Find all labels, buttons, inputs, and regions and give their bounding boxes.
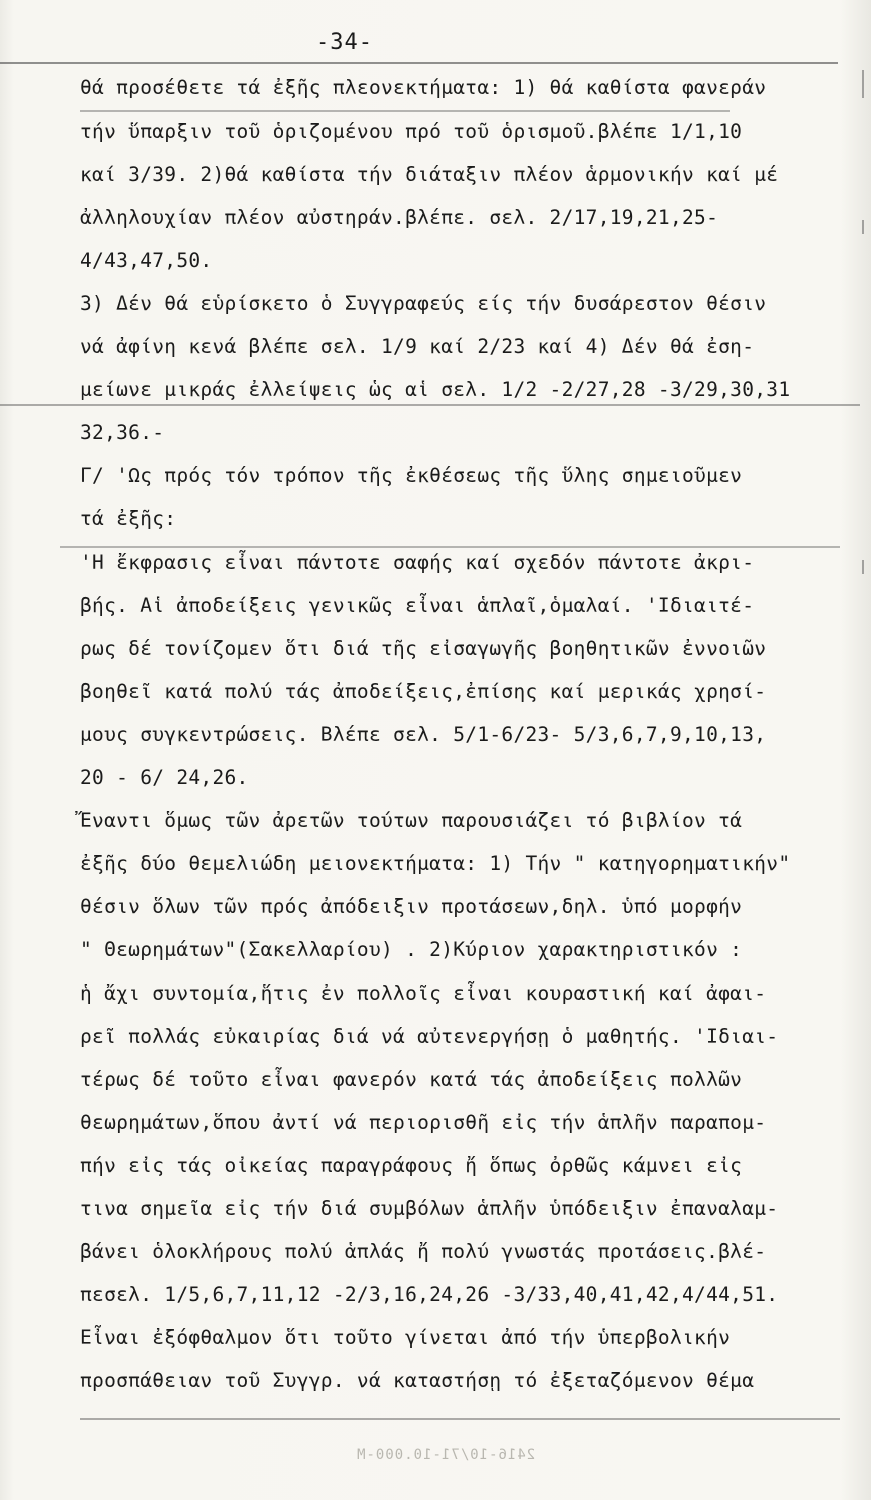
text-line: Γ/ 'Ως πρός τόν τρόπον τῆς ἐκθέσεως τῆς ὕλης σημειοῦμεν	[80, 464, 743, 487]
rule-line	[80, 110, 730, 112]
text-line: νά ἀφίνη κενά βλέπε σελ. 1/9 καί 2/23 καί 4) Δέν θά ἐση-	[80, 335, 755, 358]
text-line: ρως δέ τονίζομεν ὅτι διά τῆς εἰσαγωγῆς βοηθητικῶν ἐννοιῶν	[80, 637, 767, 660]
rule-line	[0, 404, 860, 406]
text-line: θέσιν ὅλων τῶν πρός ἀπόδειξιν προτάσεων,δηλ. ὑπό μορφήν	[80, 895, 743, 918]
text-line: τά ἐξῆς:	[80, 507, 177, 530]
text-line: καί 3/39. 2)θά καθίστα τήν διάταξιν πλέον ἁρμονικήν καί μέ	[80, 163, 779, 186]
edge-mark	[862, 560, 864, 574]
text-line: 20 - 6/ 24,26.	[80, 766, 249, 789]
text-line: ἀλληλουχίαν πλέον αὐστηράν.βλέπε. σελ. 2/17,19,21,25-	[80, 206, 719, 229]
text-line: τέρως δέ τοῦτο εἶναι φανερόν κατά τάς ἀποδείξεις πολλῶν	[80, 1068, 743, 1091]
text-line: ἐξῆς δύο θεμελιώδη μειονεκτήματα: 1) Τήν " κατηγορηματικήν"	[80, 852, 791, 875]
rule-line	[60, 546, 840, 548]
page-number: -34-	[316, 30, 373, 55]
text-line: μους συγκεντρώσεις. Βλέπε σελ. 5/1-6/23- 5/3,6,7,9,10,13,	[80, 723, 767, 746]
text-line: βής. Αἱ ἀποδείξεις γενικῶς εἶναι ἁπλαῖ,ὁμαλαί. 'Ιδιαιτέ-	[80, 594, 755, 617]
text-line: " Θεωρημάτων"(Σακελλαρίου) . 2)Κύριον χαρακτηριστικόν :	[80, 938, 743, 961]
text-line: πήν εἰς τάς οἰκείας παραγράφους ἤ ὅπως ὀρθῶς κάμνει εἰς	[80, 1154, 743, 1177]
text-line: 'Η ἔκφρασις εἶναι πάντοτε σαφής καί σχεδόν πάντοτε ἀκρι-	[80, 551, 755, 574]
text-line: Εἶναι ἐξόφθαλμον ὅτι τοῦτο γίνεται ἀπό τήν ὑπερβολικήν	[80, 1326, 731, 1349]
text-line: τήν ὕπαρξιν τοῦ ὁριζομένου πρό τοῦ ὁρισμοῦ.βλέπε 1/1,10	[80, 120, 743, 143]
text-line: 3) Δέν θά εὑρίσκετο ὁ Συγγραφεύς είς τήν δυσάρεστον θέσιν	[80, 292, 767, 315]
text-line: προσπάθειαν τοῦ Συγγρ. νά καταστήσῃ τό ἐξεταζόμενον θέμα	[80, 1369, 755, 1392]
rule-line	[0, 62, 838, 64]
text-line: ἡ ἄχι συντομία,ἥτις ἐν πολλοῖς εἶναι κουραστική καί ἀφαι-	[80, 982, 767, 1005]
text-line: Ἔναντι ὅμως τῶν ἀρετῶν τούτων παρουσιάζει τό βιβλίον τά	[80, 809, 743, 832]
text-line: ρεῖ πολλάς εὐκαιρίας διά νά αὐτενεργήσῃ ὁ μαθητής. 'Ιδιαι-	[80, 1025, 779, 1048]
text-line: μείωνε μικράς ἐλλείψεις ὡς αἱ σελ. 1/2 -2/27,28 -3/29,30,31	[80, 378, 791, 401]
text-line: θά προσέθετε τά ἐξῆς πλεονεκτήματα: 1) θά καθίστα φανεράν	[80, 76, 767, 99]
text-line: 32,36.-	[80, 421, 165, 444]
edge-mark	[862, 220, 864, 234]
printer-mark: 2416-10/71-10.000-M	[356, 1447, 536, 1463]
text-line: πεσελ. 1/5,6,7,11,12 -2/3,16,24,26 -3/33,40,41,42,4/44,51.	[80, 1283, 779, 1306]
edge-mark	[862, 70, 864, 98]
text-line: βοηθεῖ κατά πολύ τάς ἀποδείξεις,ἐπίσης καί μερικάς χρησί-	[80, 680, 767, 703]
text-line: 4/43,47,50.	[80, 249, 225, 272]
rule-line	[80, 1418, 840, 1420]
text-line: βάνει ὁλοκλήρους πολύ ἁπλάς ἤ πολύ γνωστάς προτάσεις.βλέ-	[80, 1240, 767, 1263]
text-line: θεωρημάτων,ὅπου ἀντί νά περιορισθῆ εἰς τήν ἁπλῆν παραπομ-	[80, 1111, 767, 1134]
text-line: τινα σημεῖα εἰς τήν διά συμβόλων ἁπλῆν ὑπόδειξιν ἐπαναλαμ-	[80, 1197, 779, 1220]
